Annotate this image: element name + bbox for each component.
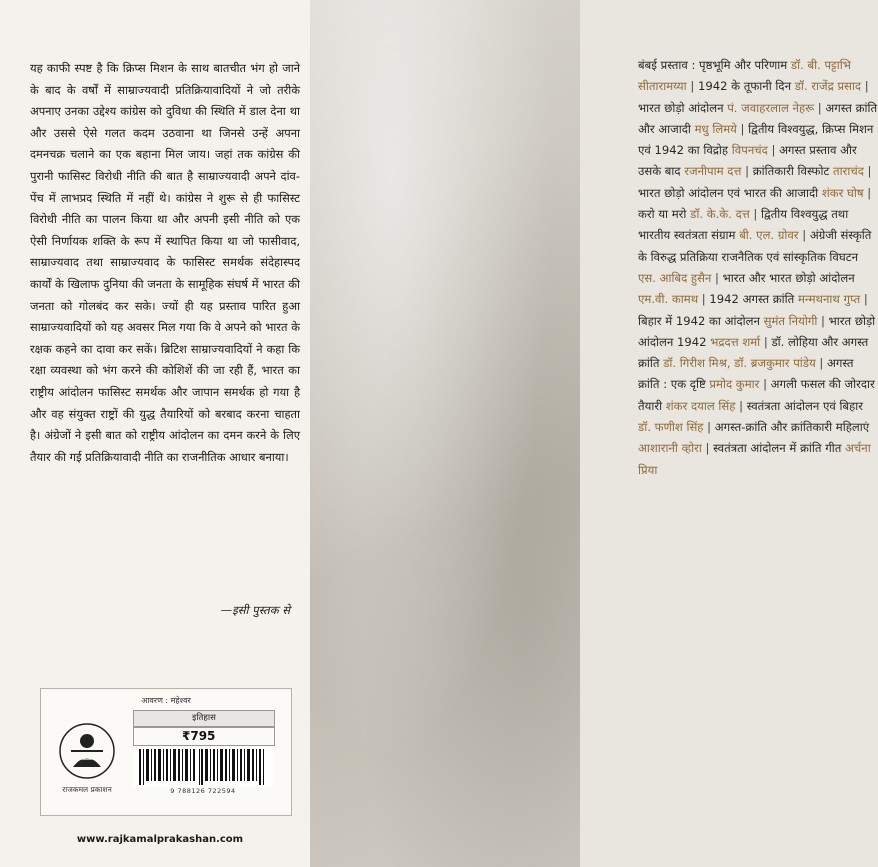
contents-separator: | bbox=[711, 270, 723, 285]
contents-separator: | bbox=[861, 79, 869, 94]
blurb-text: यह काफी स्पष्ट है कि क्रिप्स मिशन के साथ बातचीत भंग हो जाने के बाद के वर्षों में साम्राज्यवादी प्रतिक्रियावादियों ने जो तरीके अपनाए उनका उद्देश्य कांग्रेस को दुविधा की स्थिति में डाल देना था और उससे ऐसे गलत कदम उठवाना था जिनसे उन्हें अपना दमनचक्र चलाने का एक बहाना मिल जाय। जहां तक कांग्रेस की पुरानी फासिस्ट विरोधी नीति की बात है साम्राज्यवादी अपने दांव-पेंच में लाभप्रद स्थिति में नहीं थे। कांग्रेस ने शुरू से ही फासिस्ट विरोधी नीति का पालन किया था और अपनी इसी नीति को एक ऐसी निर्णायक शक्ति के रूप में स्थापित किया था जो फासीवाद, साम्राज्यवाद तथा साम्राज्यवाद के फासिस्ट समर्थक संदेहास्पद कार्यों के खिलाफ दुनिया की जनता के सामूहिक संघर्ष में भारत की जनता को गोलबंद कर सके। ज्यों ही यह प्रस्ताव पारित हुआ साम्राज्यवादियों को यह अवसर मिल गया कि वे अपने को भारत के रक्षक कहने का दावा कर सकें। ब्रिटिश साम्राज्यवादियों ने कहा कि रक्षा व्यवस्था को भंग करने की कोशिशें की जा रही हैं, भारत का राष्ट्रीय आंदोलन फासिस्ट समर्थक और जापान समर्थक हो गया है और वह संयुक्त राष्ट्रों की युद्ध तैयारियों को बरबाद करना चाहता है। अंग्रेजों ने इसी बात को राष्ट्रीय आंदोलन का दमन करने के लिए तैयार की गई प्रतिक्रियावादी नीति का राजनीतिक आधार बनाया। bbox=[30, 61, 300, 464]
contents-title: अगस्त-क्रांति और क्रांतिकारी महिलाएं bbox=[714, 420, 870, 435]
contents-separator: | bbox=[863, 164, 872, 179]
right-panel bbox=[310, 0, 878, 867]
contents-author: पं. जवाहरलाल नेहरू bbox=[727, 100, 815, 115]
contents-author: डॉ. के.के. दत्त bbox=[690, 207, 750, 222]
contents-title: द्वितीय विश्वयुद्ध तथा भारतीय स्वतंत्रता संग्राम bbox=[638, 207, 849, 243]
contents-title: स्वतंत्रता आंदोलन में क्रांति गीत bbox=[713, 441, 846, 456]
contents-separator: | bbox=[759, 377, 771, 392]
contents-author: डॉ. गिरीश मिश्र, डॉ. ब्रजकुमार पांडेय bbox=[663, 356, 816, 371]
contents-title: भारत छोड़ो आंदोलन bbox=[638, 100, 728, 115]
contents-author: डॉ. बी. पट्टाभि सीतारामय्या bbox=[638, 58, 851, 94]
contents-separator: | bbox=[741, 164, 753, 179]
contents-author: एम.वी. कामथ bbox=[638, 292, 699, 307]
contents-author: बी. एल. ग्रोवर bbox=[739, 228, 799, 243]
publisher-website: www.rajkamalprakashan.com bbox=[76, 834, 244, 845]
contents-author: डॉ. फणीश सिंह bbox=[638, 420, 704, 435]
contents-title: बिहार में 1942 का आंदोलन bbox=[638, 313, 764, 328]
contents-author: आशारानी व्होरा bbox=[638, 441, 702, 456]
contents-title: द्वितीय विश्वयुद्ध, क्रिप्स मिशन एवं 1942 का विद्रोह bbox=[638, 121, 874, 158]
publisher-logo-icon bbox=[57, 721, 117, 781]
contents-title: डॉ. लोहिया और अगस्त क्रांति bbox=[638, 334, 869, 371]
contents-author: मधु लिमये bbox=[694, 121, 737, 136]
contents-separator: | bbox=[815, 356, 828, 371]
contents-title: क्रांतिकारी विस्फोट bbox=[752, 164, 833, 179]
contents-title: स्वतंत्रता आंदोलन एवं बिहार bbox=[746, 398, 864, 413]
contents-separator: | bbox=[798, 228, 810, 243]
contents-title: 1942 के तूफानी दिन bbox=[697, 79, 795, 94]
contents-author: सुमंत नियोगी bbox=[763, 313, 818, 328]
contents-author: भद्रदत्त शर्मा bbox=[710, 334, 761, 349]
contents-title: करो या मरो bbox=[638, 207, 691, 222]
contents-separator: | bbox=[767, 143, 780, 158]
contents-separator: | bbox=[735, 398, 747, 413]
contents-author: विपनचंद bbox=[731, 143, 768, 158]
contents-author: मन्मथनाथ गुप्त bbox=[797, 292, 861, 307]
contents-author: एस. आबिद हुसैन bbox=[638, 270, 712, 285]
contents-author: प्रमोद कुमार bbox=[709, 377, 760, 392]
price-label bbox=[40, 688, 292, 816]
contents-separator: | bbox=[698, 292, 710, 307]
cover-credit: आवरण : महेश्वर bbox=[141, 696, 191, 705]
blurb-credit: —इसी पुस्तक से bbox=[220, 603, 290, 617]
contents-title: 1942 अगस्त क्रांति bbox=[709, 292, 798, 307]
contents-title: अंग्रेजी संस्कृति के विरुद्ध प्रतिक्रिया राजनैतिक एवं सांस्कृतिक विघटन bbox=[638, 228, 872, 264]
contents-title: अगस्त प्रस्ताव और उसके बाद bbox=[638, 143, 857, 179]
contents-separator: | bbox=[749, 207, 762, 222]
contents-title: बंबई प्रस्ताव : पृष्ठभूमि और परिणाम bbox=[638, 58, 791, 72]
contents-author: रजनीपाम दत्त bbox=[684, 164, 742, 179]
contents-list bbox=[638, 55, 878, 481]
contents-separator: | bbox=[817, 313, 829, 328]
contents-author: डॉ. राजेंद्र प्रसाद bbox=[794, 79, 862, 94]
price-value: ₹795 bbox=[133, 727, 275, 746]
contents-title: अगली फसल की जोरदार तैयारी bbox=[638, 377, 875, 413]
contents-author: ताराचंद bbox=[832, 164, 864, 179]
contents-separator: | bbox=[701, 441, 714, 456]
genre-label: इतिहास bbox=[133, 710, 275, 727]
left-panel bbox=[0, 0, 311, 867]
contents-separator: | bbox=[686, 79, 698, 94]
contents-separator: | bbox=[863, 185, 872, 200]
contents-author: अर्चना प्रिया bbox=[638, 441, 871, 477]
barcode-icon bbox=[133, 747, 273, 787]
contents-separator: | bbox=[736, 121, 749, 136]
contents-author: शंकर दयाल सिंह bbox=[665, 398, 736, 413]
contents-separator: | bbox=[814, 100, 826, 115]
contents-separator: | bbox=[760, 334, 772, 349]
contents-separator: | bbox=[860, 292, 868, 307]
contents-title: अगस्त क्रांति और आजादी bbox=[638, 100, 878, 136]
isbn-number: 9 788126 722594 bbox=[170, 787, 236, 795]
contents-title: भारत छोड़ो आंदोलन एवं भारत की आजादी bbox=[638, 185, 822, 200]
contents-title: भारत और भारत छोड़ो आंदोलन bbox=[722, 270, 855, 285]
publisher-name: राजकमल प्रकाशन bbox=[62, 785, 112, 794]
contents-author: शंकर घोष bbox=[821, 185, 864, 200]
contents-title: अगस्त क्रांति : एक दृष्टि bbox=[638, 356, 854, 392]
contents-title: भारत छोड़ो आंदोलन 1942 bbox=[638, 313, 876, 349]
contents-separator: | bbox=[703, 420, 715, 435]
